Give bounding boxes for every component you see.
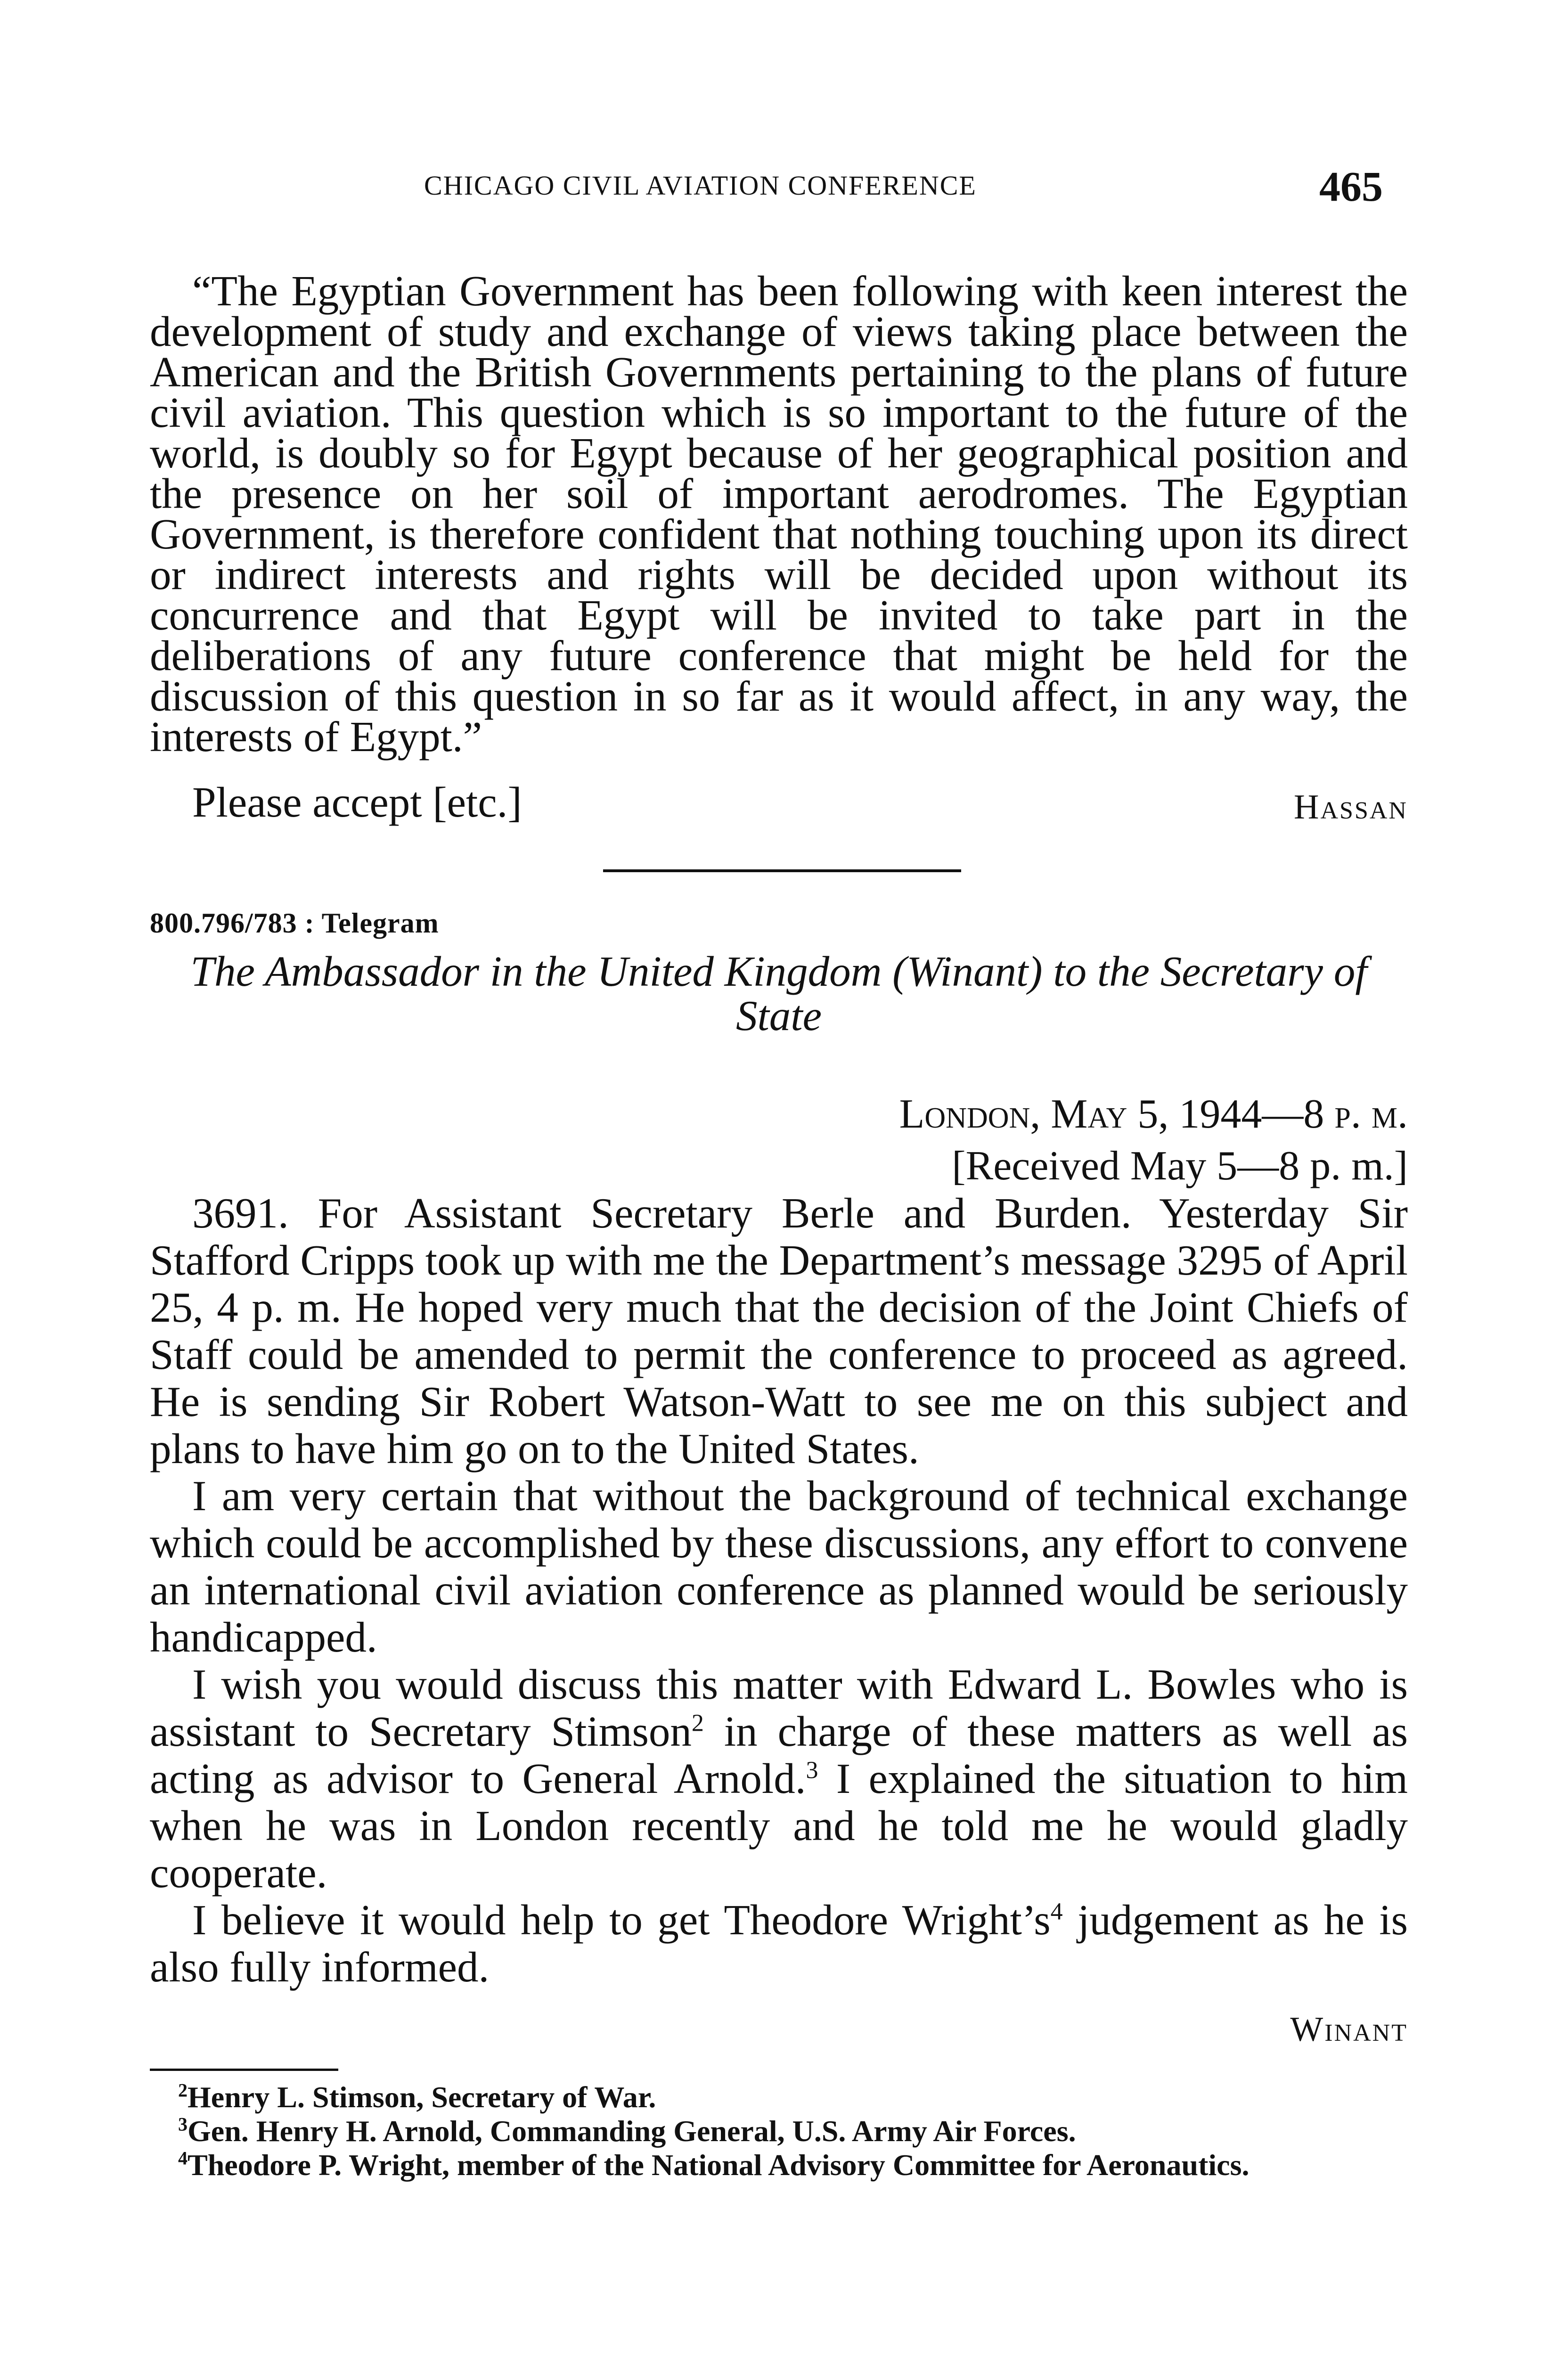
footnote-ref: 4 [1050, 1898, 1063, 1925]
letter-signature: Hassan [1294, 788, 1408, 826]
footnotes [150, 2080, 1408, 2182]
telegram-paragraph [150, 1897, 1408, 1991]
page-number: 465 [1319, 164, 1383, 210]
footnote-ref: 3 [806, 1757, 818, 1784]
footnote-mark: 2 [178, 2079, 188, 2101]
footnote-text: Henry L. Stimson, Secretary of War. [188, 2080, 656, 2114]
paragraph-text: 3691. For Assistant Secretary Berle and Burden. Yesterday Sir Stafford Cripps took up with me the Department’s message 3295 of April 25, 4 p. m. He hoped very much that the decision of the Joint Chiefs of Staff could be amended to permit the conference to proceed as agreed. He is sending Sir Robert Watson-Watt to see me on this subject and plans to have him go on to the United States. [150, 1189, 1408, 1472]
telegram-paragraph [150, 1190, 1408, 1472]
telegram-body [150, 1190, 1408, 1991]
paragraph-text: in charge of these matters as well as acting as advisor to General Arnold. [150, 1708, 1408, 1802]
footnote-text: Theodore P. Wright, member of the National Advisory Committee for Aeronautics. [188, 2148, 1250, 2182]
footnote-ref: 2 [691, 1710, 704, 1737]
file-reference: 800.796/783 : Telegram [150, 908, 439, 939]
paragraph-text: I am very certain that without the background of technical exchange which could be accomplished by these discussions, any effort to convene an international civil aviation conference as planned would be seriously handicapped. [150, 1472, 1408, 1661]
dateline: London, May 5, 1944—8 p. m. [899, 1091, 1408, 1137]
dateline-block [899, 1088, 1408, 1192]
paragraph-text: I explained the situation to him when he was in London recently and he told me he would gladly cooperate. [150, 1755, 1408, 1897]
document-title: The Ambassador in the United Kingdom (Winant) to the Secretary of State [190, 948, 1367, 1039]
telegram-signature: Winant [1290, 2010, 1408, 2049]
footnote-text: Gen. Henry H. Arnold, Commanding General, U.S. Army Air Forces. [188, 2114, 1076, 2148]
paragraph-text: judgement as he is also fully informed. [150, 1896, 1408, 1991]
footnote-divider [150, 2069, 338, 2071]
quoted-letter-text: “The Egyptian Government has been following with keen interest the development of study and exchange of views taking place between the American and the British Governments pertaining to the plans of future civil aviation. This question which is so important to the future of the world, is doubly so for Egypt because of her geographical position and the presence on her soil of important aerodromes. The Egyptian Government, is therefore confident that nothing touching upon its direct or indirect interests and rights will be decided upon without its concurrence and that Egypt will be invited to take part in the deliberations of any future conference that might be held for the discussion of this question in so far as it would affect, in any way, the interests of Egypt.” [150, 267, 1408, 761]
footnote [150, 2080, 1408, 2114]
telegram-paragraph [150, 1661, 1408, 1897]
running-title: CHICAGO CIVIL AVIATION CONFERENCE [424, 170, 977, 201]
footnote-mark: 4 [178, 2147, 188, 2169]
footnote [150, 2148, 1408, 2182]
letter-closing: Please accept [etc.] [192, 778, 522, 826]
received-line: [Received May 5—8 p. m.] [952, 1143, 1408, 1189]
paragraph-text: I wish you would discuss this matter with Edward L. Bowles who is assistant to Secretary Stimson [150, 1661, 1408, 1755]
footnote-mark: 3 [178, 2113, 188, 2135]
footnote [150, 2114, 1408, 2148]
section-divider [603, 869, 961, 872]
paragraph-text: I believe it would help to get Theodore Wright’s [192, 1896, 1051, 1944]
telegram-paragraph [150, 1472, 1408, 1661]
